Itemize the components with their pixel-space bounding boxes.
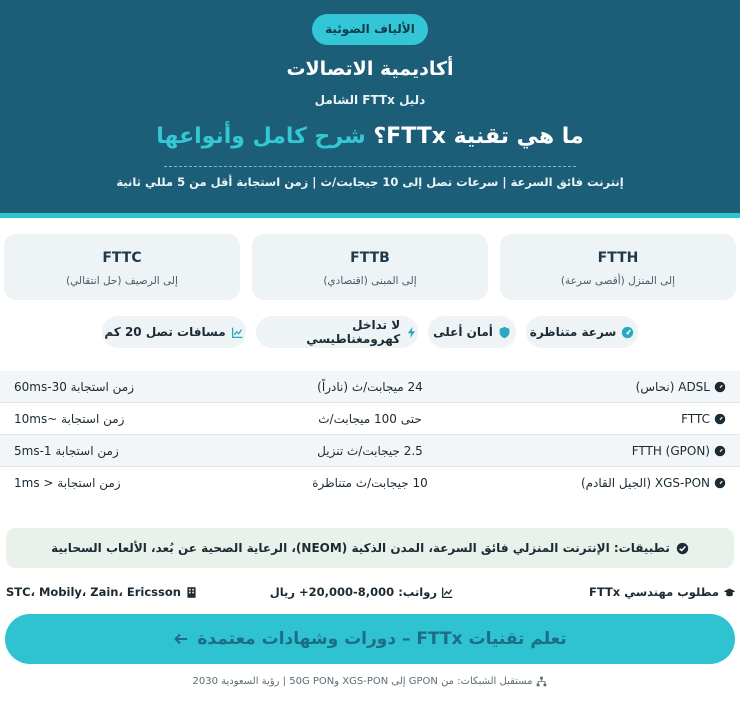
latency-cell: زمن استجابة 30-60ms: [14, 380, 135, 394]
applications-box: [6, 528, 734, 568]
career-employers: STC، Mobily، Zain، Ericsson: [6, 585, 198, 599]
latency-cell: زمن استجابة < 1ms: [14, 476, 121, 490]
gauge-icon: [714, 445, 726, 457]
comparison-table: [0, 371, 740, 499]
graduation-cap-icon: [723, 586, 736, 599]
tech-cell: ADSL (نحاس): [636, 371, 726, 403]
type-card-fttc[interactable]: [4, 234, 240, 300]
table-row: [0, 371, 740, 403]
type-title: FTTC: [102, 250, 142, 266]
table-row: [0, 467, 740, 499]
type-description: إلى المبنى (اقتصادي): [323, 275, 417, 287]
tech-cell: FTTC: [681, 403, 726, 435]
feature-label: لا تداخل كهرومغناطيسي: [306, 318, 401, 346]
tech-cell: FTTH (GPON): [632, 435, 726, 467]
title-accent: شرح كامل وأنواعها: [156, 124, 366, 149]
feature-label: مسافات تصل 20 كم: [104, 325, 226, 339]
speed-cell: 10 جيجابت/ث متناظرة: [312, 476, 428, 490]
shield-icon: [498, 326, 511, 339]
type-title: FTTH: [597, 250, 639, 266]
table-row: [0, 435, 740, 467]
footer-note: مستقبل الشبكات: من GPON إلى XGS-PON و50G PON | رؤية السعودية 2030: [0, 676, 740, 687]
type-description: إلى الرصيف (حل انتقالي): [66, 275, 178, 287]
courses-cta-button[interactable]: [5, 614, 735, 664]
academy-title: أكاديمية الاتصالات: [286, 58, 454, 80]
table-row: [0, 403, 740, 435]
feature-chip-symmetric: [526, 316, 638, 348]
type-card-fttb[interactable]: [252, 234, 488, 300]
chart-line-icon: [231, 326, 244, 339]
gauge-icon: [714, 381, 726, 393]
check-circle-icon: [676, 542, 689, 555]
career-role: مطلوب مهندسي FTTx: [589, 585, 736, 599]
speed-cell: حتى 100 ميجابت/ث: [318, 412, 422, 426]
category-badge[interactable]: الألياف الضوئية: [312, 14, 428, 45]
feature-chip-interference: [256, 316, 418, 348]
feature-chip-security: [428, 316, 516, 348]
guide-subtitle: دليل FTTx الشامل: [314, 93, 426, 107]
arrow-left-icon: [173, 631, 189, 647]
feature-chip-distance: [102, 316, 246, 348]
divider: [164, 166, 576, 167]
tagline: إنترنت فائق السرعة | سرعات تصل إلى 10 جيجابت/ث | زمن استجابة أقل من 5 مللي ثانية: [116, 175, 624, 189]
building-icon: [185, 586, 198, 599]
type-card-ftth[interactable]: [500, 234, 736, 300]
cta-label: تعلم تقنيات FTTx – دورات وشهادات معتمدة: [197, 629, 567, 649]
feature-label: أمان أعلى: [433, 325, 493, 339]
network-icon: [536, 676, 547, 687]
applications-text: تطبيقات: الإنترنت المنزلي فائق السرعة، المدن الذكية (NEOM)، الرعاية الصحية عن بُعد، الألعاب السحابية: [51, 541, 670, 555]
latency-cell: زمن استجابة 1-5ms: [14, 444, 119, 458]
chart-line-icon: [441, 586, 454, 599]
type-description: إلى المنزل (أقصى سرعة): [560, 275, 676, 287]
speed-cell: 24 ميجابت/ث (نادراً): [317, 380, 423, 394]
type-title: FTTB: [350, 250, 390, 266]
tech-cell: XGS-PON (الجيل القادم): [581, 467, 726, 499]
feature-label: سرعة متناظرة: [529, 325, 617, 339]
gauge-icon: [714, 413, 726, 425]
latency-cell: زمن استجابة ~10ms: [14, 412, 125, 426]
page-title: [0, 124, 740, 149]
speedometer-icon: [621, 326, 634, 339]
speed-cell: 2.5 جيجابت/ث تنزيل: [317, 444, 423, 458]
gauge-icon: [714, 477, 726, 489]
hero-header: [0, 0, 740, 218]
title-main: ما هي تقنية FTTx؟: [373, 124, 584, 149]
bolt-icon: [405, 326, 418, 339]
career-salary: رواتب: 8,000-20,000+ ريال: [270, 585, 454, 599]
